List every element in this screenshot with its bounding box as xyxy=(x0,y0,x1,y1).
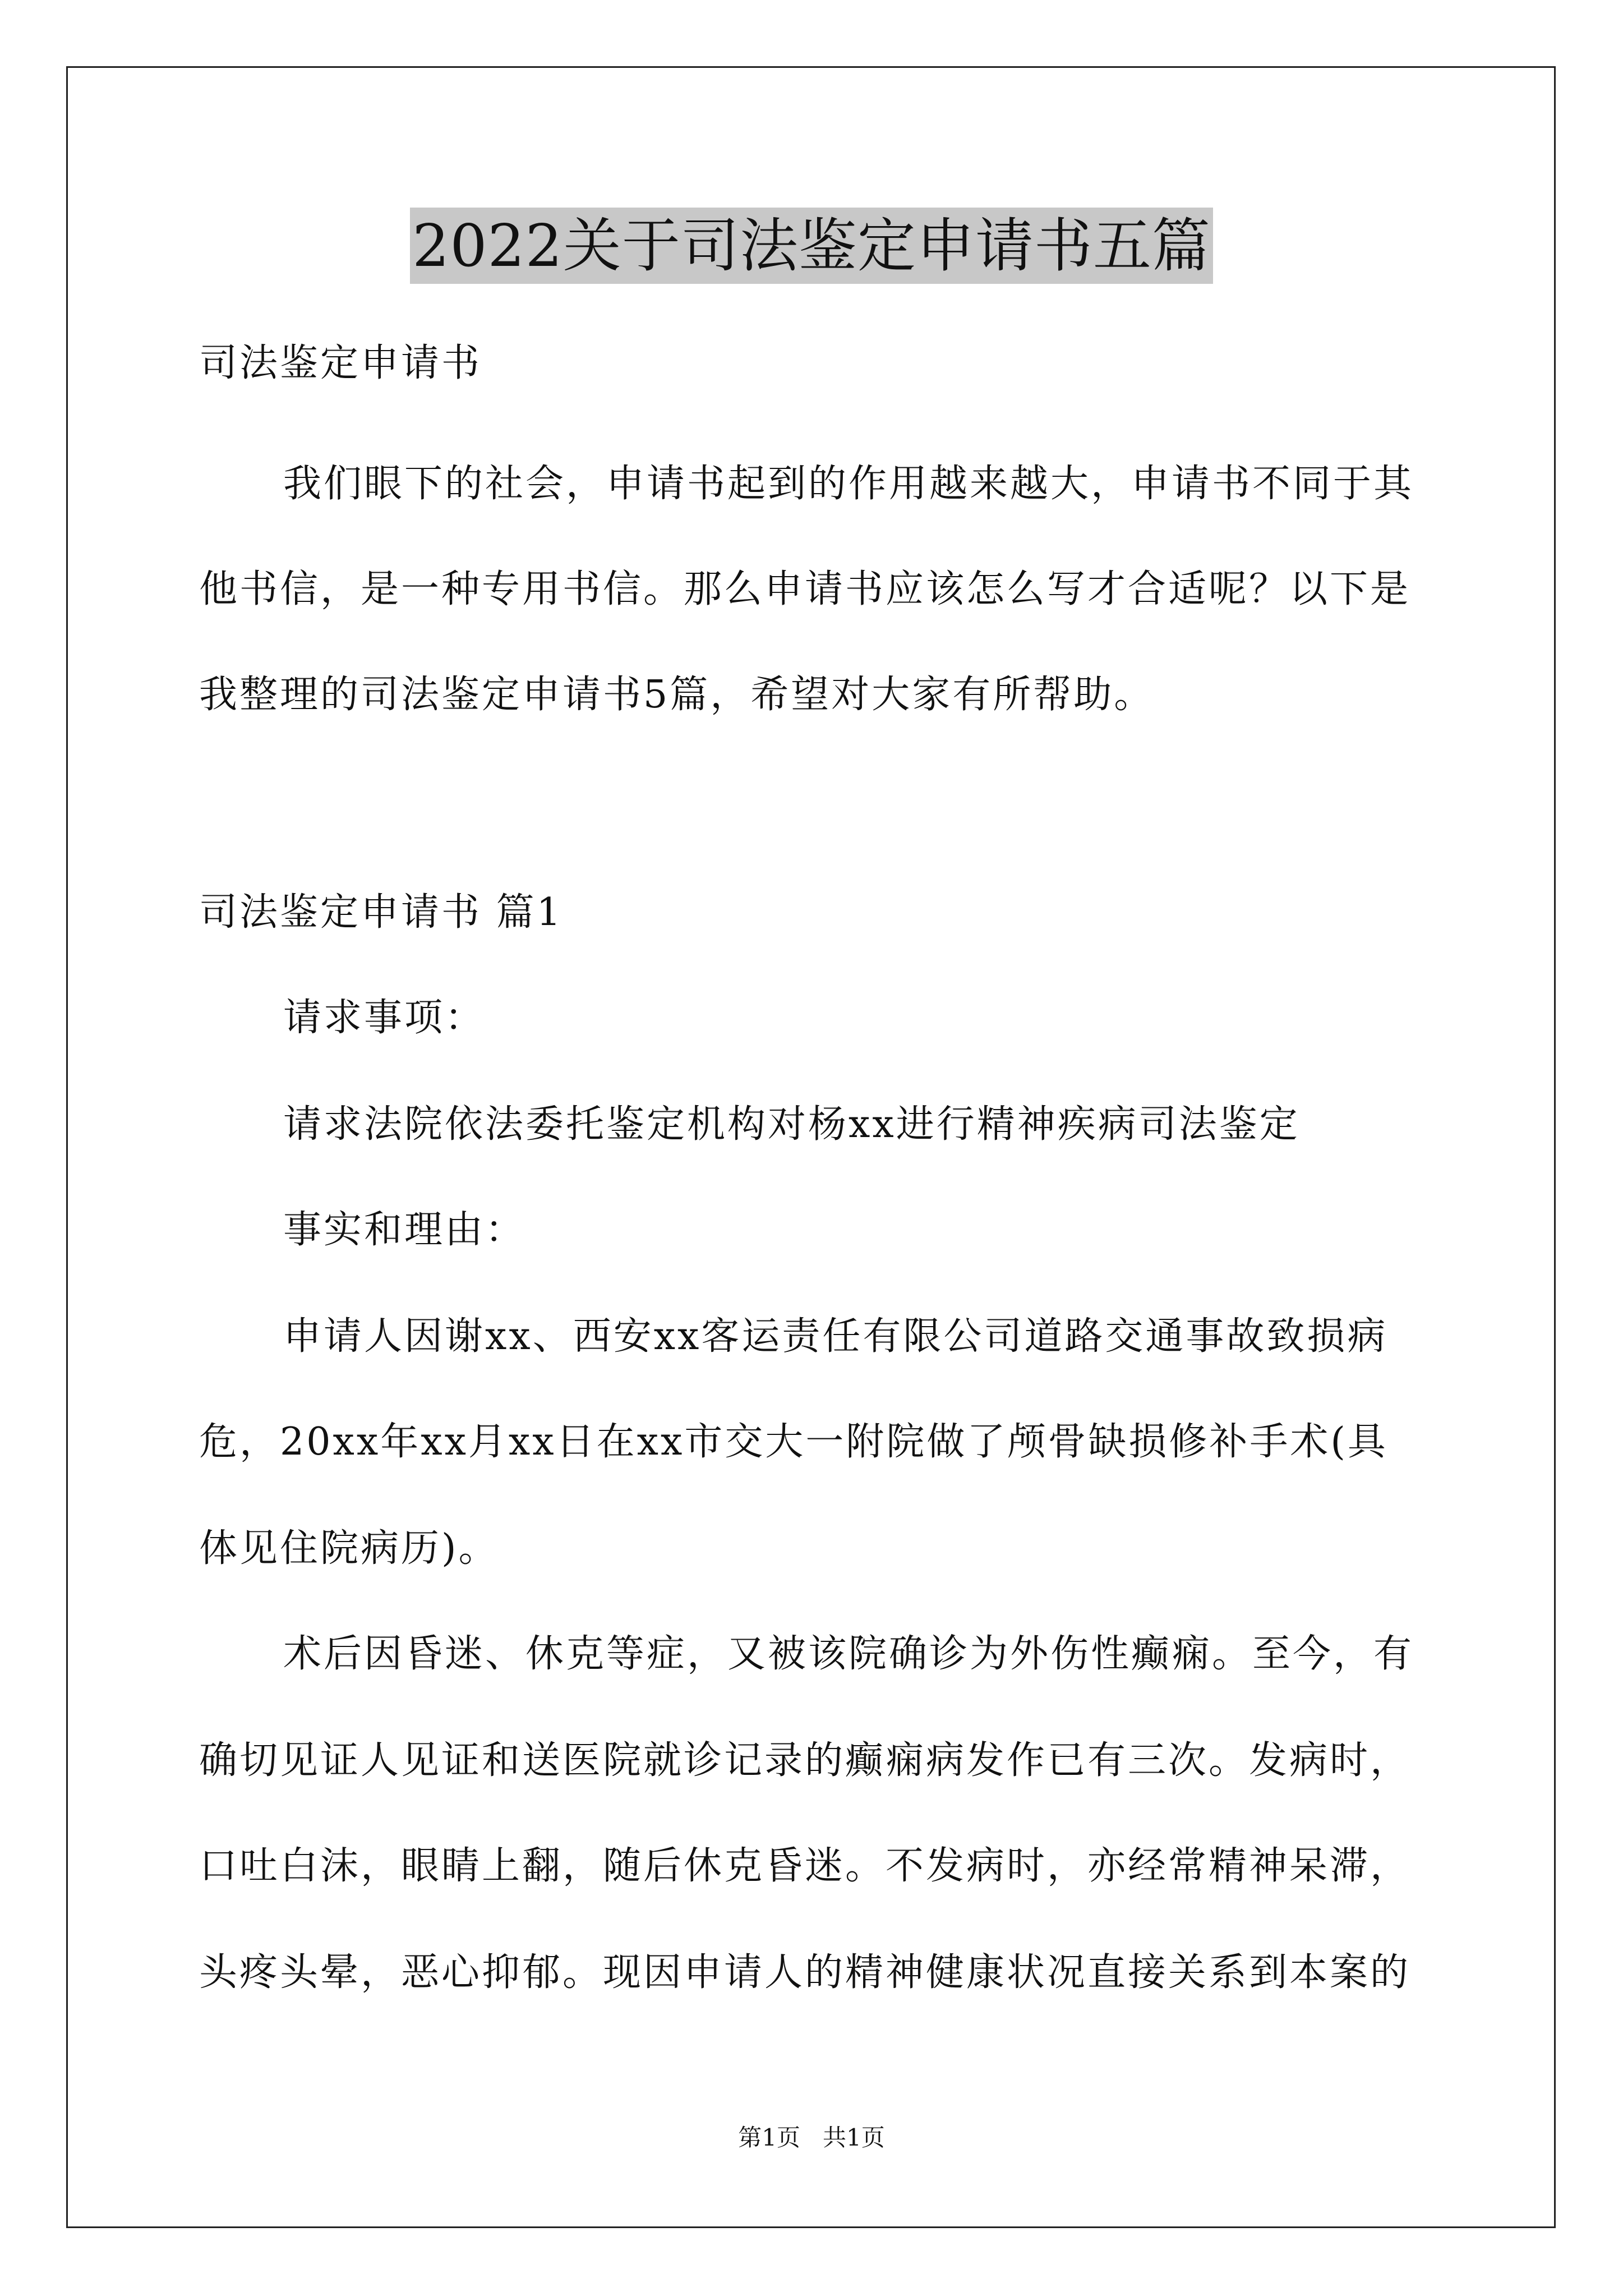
section-heading: 司法鉴定申请书 篇1 xyxy=(199,890,563,935)
section-heading: 司法鉴定申请书 xyxy=(199,341,482,385)
paragraph-line: 头疼头晕，恶心抑郁。现因申请人的精神健康状况直接关系到本案的 xyxy=(199,1950,1411,1995)
paragraph-line: 体见住院病历)。 xyxy=(199,1526,499,1571)
paragraph-line: 我整理的司法鉴定申请书5篇，希望对大家有所帮助。 xyxy=(199,673,1155,717)
paragraph-line: 请求法院依法委托鉴定机构对杨xx进行精神疾病司法鉴定 xyxy=(283,1102,1300,1147)
paragraph-line: 确切见证人见证和送医院就诊记录的癫痫病发作已有三次。发病时， xyxy=(199,1738,1411,1783)
title-container xyxy=(0,208,1623,284)
paragraph-line: 口吐白沫，眼睛上翻，随后休克昏迷。不发病时，亦经常精神呆滞， xyxy=(199,1844,1411,1888)
paragraph-line: 请求事项： xyxy=(283,996,486,1040)
paragraph-line: 我们眼下的社会，申请书起到的作用越来越大，申请书不同于其 xyxy=(283,462,1414,506)
page-footer: 第1页 共1页 xyxy=(738,2124,885,2151)
paragraph-line: 术后因昏迷、休克等症，又被该院确诊为外伤性癫痫。至今，有 xyxy=(283,1632,1414,1676)
paragraph-line: 事实和理由： xyxy=(283,1208,526,1252)
document-title: 2022关于司法鉴定申请书五篇 xyxy=(410,208,1213,284)
paragraph-line: 他书信，是一种专用书信。那么申请书应该怎么写才合适呢？以下是 xyxy=(199,567,1411,611)
paragraph-line: 申请人因谢xx、西安xx客运责任有限公司道路交通事故致损病 xyxy=(283,1314,1388,1359)
paragraph-line: 危，20xx年xx月xx日在xx市交大一附院做了颅骨缺损修补手术(具 xyxy=(199,1420,1388,1464)
